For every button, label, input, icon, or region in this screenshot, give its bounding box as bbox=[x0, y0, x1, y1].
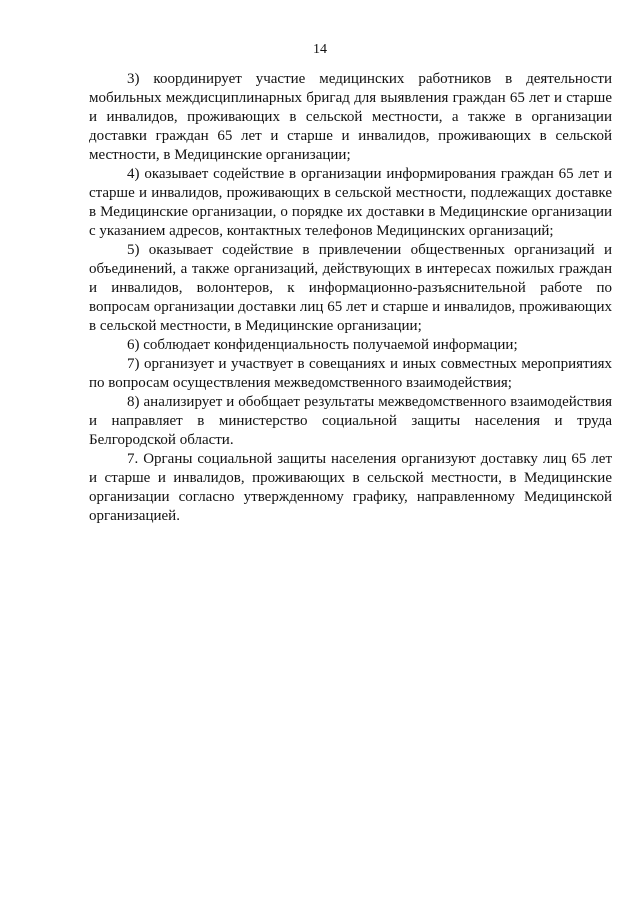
paragraph-item-5: 5) оказывает содействие в привлечении общественных организаций и объединений, а также организаций, действующих в интересах пожилых граждан и инвалидов, волонтеров, к информационно-разъяснительной работе по вопросам организации доставки лиц 65 лет и старше и инвалидов, проживающих в сельской местности, в Медицинские организации; bbox=[89, 242, 612, 334]
paragraph-item-4: 4) оказывает содействие в организации информирования граждан 65 лет и старше и инвалидов, проживающих в сельской местности, подлежащих доставке в Медицинские организации, о порядке их доставки в Медицинские организации с указанием адресов, контактных телефонов Медицинских организаций; bbox=[89, 166, 612, 239]
paragraph-item-7: 7) организует и участвует в совещаниях и иных совместных мероприятиях по вопросам осуществления межведомственного взаимодействия; bbox=[89, 356, 612, 391]
paragraph-item-3: 3) координирует участие медицинских работников в деятельности мобильных междисциплинарных бригад для выявления граждан 65 лет и старше и инвалидов, проживающих в сельской местности, а также в организации доставки граждан 65 лет и старше и инвалидов, проживающих в сельской местности, в Медицинские организации; bbox=[89, 71, 612, 163]
paragraph-clause-7: 7. Органы социальной защиты населения организуют доставку лиц 65 лет и старше и инвалидов, проживающих в сельской местности, в Медицинские организации согласно утвержденному графику, направленному Медицинской организацией. bbox=[89, 451, 612, 524]
page-number: 14 bbox=[313, 42, 327, 57]
paragraph-item-6: 6) соблюдает конфиденциальность получаемой информации; bbox=[127, 337, 518, 353]
document-body bbox=[89, 70, 612, 526]
paragraph-item-8: 8) анализирует и обобщает результаты межведомственного взаимодействия и направляет в министерство социальной защиты населения и труда Белгородской области. bbox=[89, 394, 612, 448]
